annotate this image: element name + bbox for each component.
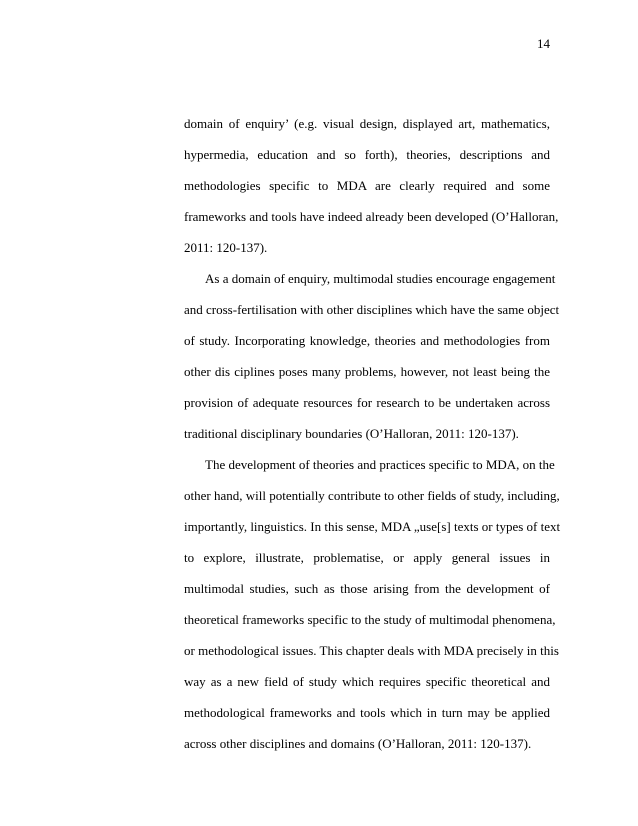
text-line: 2011: 120-137). [184, 240, 268, 255]
text-line: provision of adequate resources for research to be undertaken across [184, 395, 550, 410]
text-line: The development of theories and practices specific to MDA, on the [205, 457, 555, 472]
text-line: to explore, illustrate, problematise, or apply general issues in [184, 550, 550, 565]
text-line: importantly, linguistics. In this sense, MDA „use[s] texts or types of text [184, 519, 561, 534]
text-line: theoretical frameworks specific to the study of multimodal phenomena, [184, 612, 556, 627]
text-line: across other disciplines and domains (O’Halloran, 2011: 120-137). [184, 736, 532, 751]
text-line: or methodological issues. This chapter deals with MDA precisely in this [184, 643, 559, 658]
text-line: of study. Incorporating knowledge, theories and methodologies from [184, 333, 550, 348]
text-line: methodologies specific to MDA are clearly required and some [184, 178, 550, 193]
page-number: 14 [537, 36, 550, 51]
text-line: methodological frameworks and tools which in turn may be applied [184, 705, 550, 720]
text-line: other dis ciplines poses many problems, however, not least being the [184, 364, 550, 379]
text-line: and cross-fertilisation with other disciplines which have the same object [184, 302, 560, 317]
text-line: way as a new field of study which requires specific theoretical and [184, 674, 550, 689]
text-line: multimodal studies, such as those arising from the development of [184, 581, 550, 596]
text-line: frameworks and tools have indeed already been developed (O’Halloran, [184, 209, 559, 224]
text-line: As a domain of enquiry, multimodal studies encourage engagement [205, 271, 556, 286]
text-line: other hand, will potentially contribute to other fields of study, including, [184, 488, 560, 503]
text-line: traditional disciplinary boundaries (O’Halloran, 2011: 120-137). [184, 426, 519, 441]
text-line: hypermedia, education and so forth), theories, descriptions and [184, 147, 550, 162]
text-line: domain of enquiry’ (e.g. visual design, displayed art, mathematics, [184, 116, 550, 131]
